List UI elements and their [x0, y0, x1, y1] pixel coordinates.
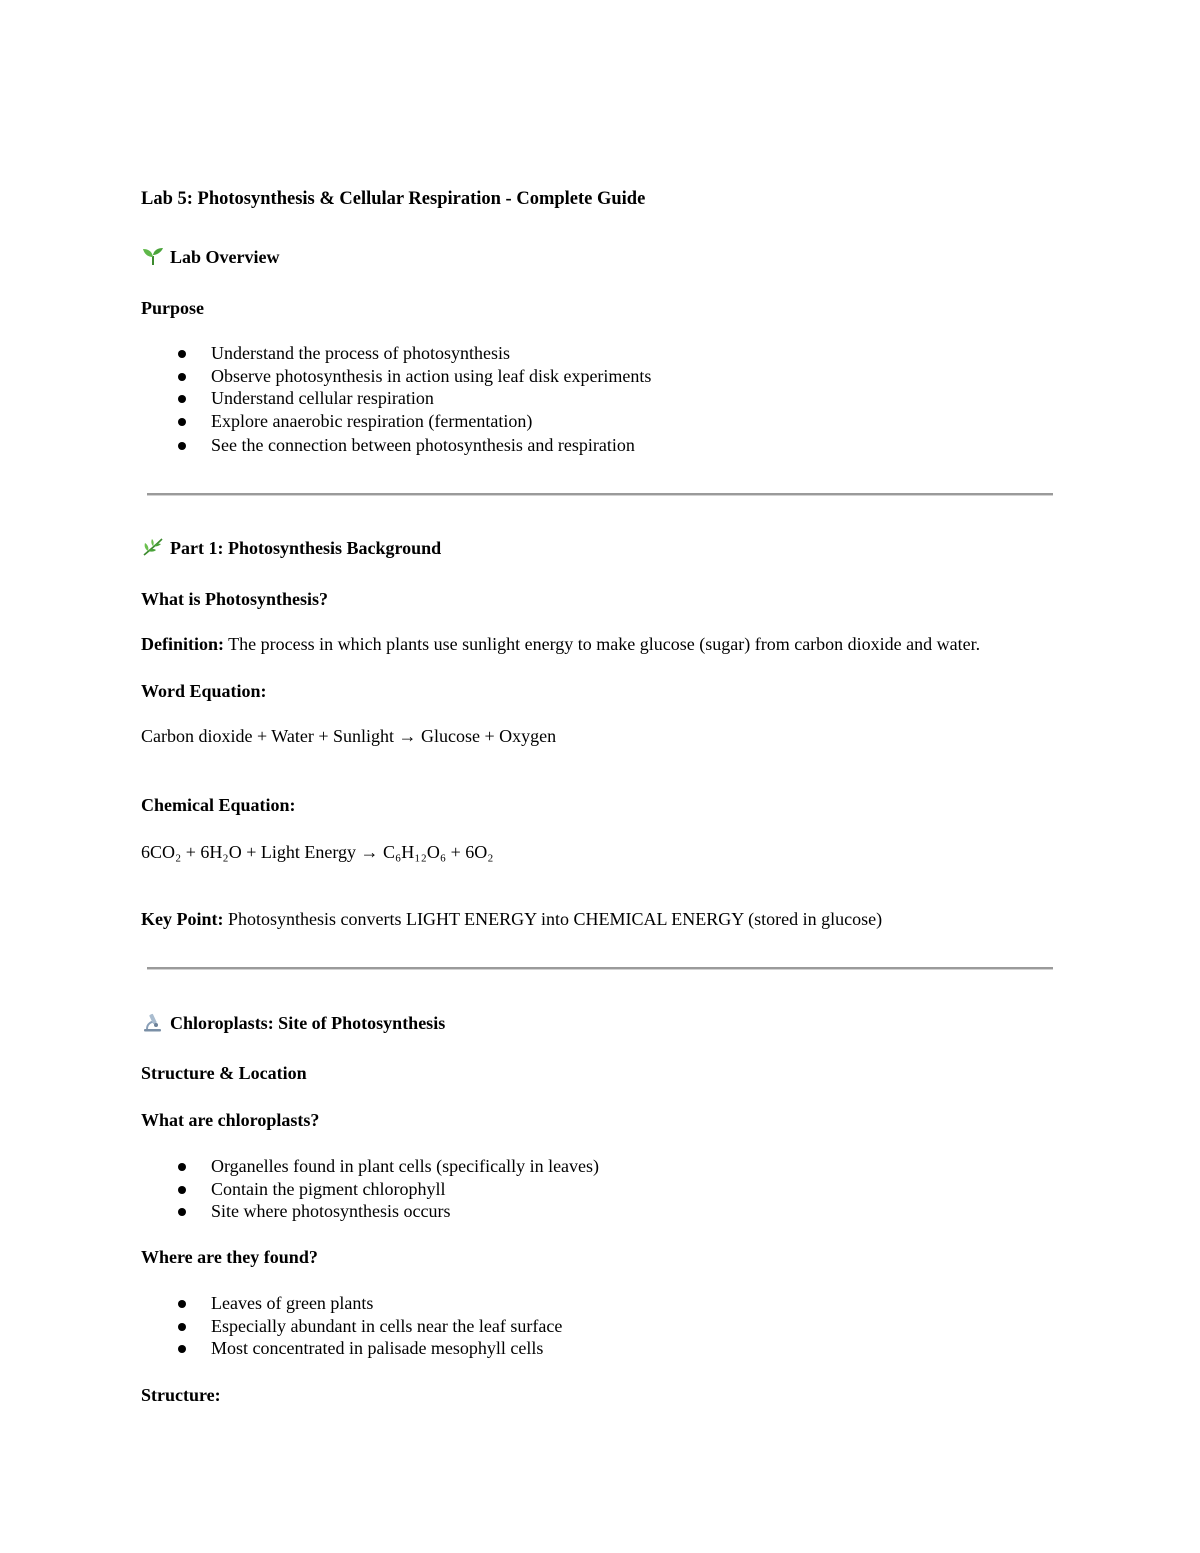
definition-label: Definition:	[141, 634, 224, 654]
list-item: Organelles found in plant cells (specifically in leaves)	[211, 1156, 600, 1176]
list-item: Explore anaerobic respiration (fermentation)	[211, 411, 533, 431]
list-item: See the connection between photosynthesis and respiration	[211, 435, 635, 455]
chemical-equation: 6CO₂ + 6H₂O + Light Energy → C₆H₁₂O₆ + 6O₂	[141, 842, 494, 862]
part1-heading	[141, 537, 441, 559]
part1-heading-text: Part 1: Photosynthesis Background	[170, 538, 442, 558]
key-point-text: Photosynthesis converts LIGHT ENERGY into CHEMICAL ENERGY (stored in glucose)	[223, 909, 883, 929]
chloroplasts-heading	[141, 1012, 445, 1034]
structure-location-heading: Structure & Location	[141, 1063, 307, 1083]
word-equation: Carbon dioxide + Water + Sunlight → Glucose + Oxygen	[141, 726, 557, 746]
seedling-icon	[141, 246, 165, 266]
document-title: Lab 5: Photosynthesis & Cellular Respiration - Complete Guide	[141, 189, 646, 209]
list-item: Most concentrated in palisade mesophyll cells	[211, 1338, 544, 1358]
chloroplasts-heading-text: Chloroplasts: Site of Photosynthesis	[170, 1013, 446, 1033]
key-point-label: Key Point:	[141, 909, 224, 929]
structure-heading: Structure:	[141, 1385, 221, 1405]
lab-overview-heading	[141, 246, 280, 268]
horizontal-divider	[147, 493, 1053, 496]
word-equation-heading: Word Equation:	[141, 681, 267, 701]
list-item: Especially abundant in cells near the leaf surface	[211, 1316, 563, 1336]
list-item: Understand cellular respiration	[211, 388, 434, 408]
list-item: Contain the pigment chlorophyll	[211, 1179, 446, 1199]
microscope-icon	[141, 1012, 165, 1032]
list-item: Understand the process of photosynthesis	[211, 343, 510, 363]
list-item: Site where photosynthesis occurs	[211, 1201, 451, 1221]
list-item: Observe photosynthesis in action using leaf disk experiments	[211, 366, 652, 386]
chemical-equation-heading: Chemical Equation:	[141, 795, 296, 815]
horizontal-divider	[147, 967, 1053, 970]
purpose-heading: Purpose	[141, 298, 204, 318]
definition-text: The process in which plants use sunlight energy to make glucose (sugar) from carbon dioxide and water.	[224, 634, 981, 654]
herb-icon	[141, 537, 165, 557]
what-are-chloroplasts-heading: What are chloroplasts?	[141, 1110, 320, 1130]
lab-overview-heading-text: Lab Overview	[170, 247, 280, 267]
definition-paragraph	[141, 633, 980, 655]
where-found-heading: Where are they found?	[141, 1247, 318, 1267]
list-item: Leaves of green plants	[211, 1293, 374, 1313]
what-is-photosynthesis-heading: What is Photosynthesis?	[141, 589, 329, 609]
key-point-paragraph	[141, 908, 882, 930]
